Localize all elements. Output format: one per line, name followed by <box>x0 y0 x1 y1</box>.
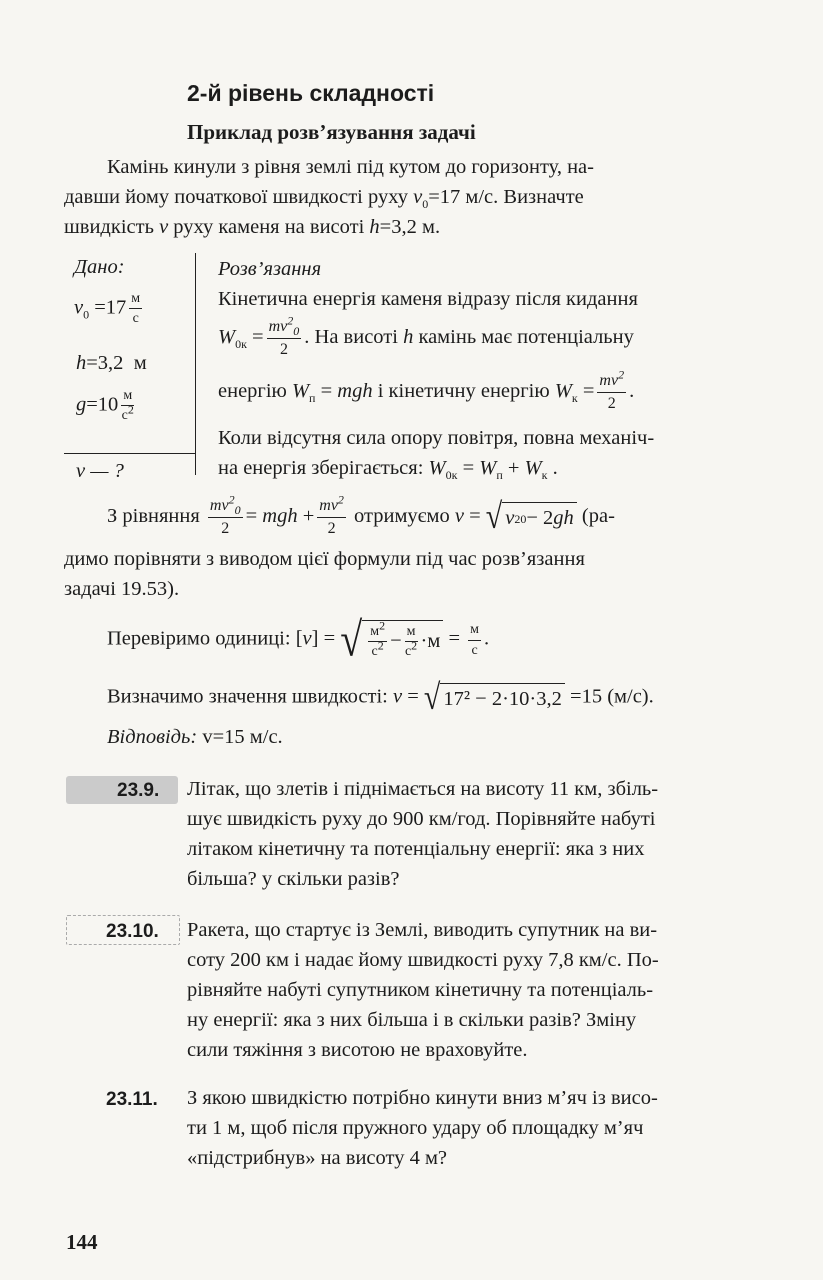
given-h: h=3,2 м <box>76 352 147 374</box>
problem-line-3: швидкість v руху каменя на висоті h=3,2 м. <box>64 216 441 238</box>
problem-line-2: давши йому початкової швидкості руху $v_0=17$ м/с. Визначте <box>64 186 584 212</box>
given-find: v — ? <box>76 460 124 482</box>
task-23-9-number: 23.9. <box>117 780 160 801</box>
calc-line: Визначимо значення швидкості: v = √ 17² − 2·10·3,2 =15 (м/с). <box>107 677 654 718</box>
given-block <box>64 253 196 483</box>
task-23-10-number: 23.10. <box>106 921 159 942</box>
solution-line-1: Кінетична енергія каменя відразу після кидання <box>218 288 638 310</box>
solution-line-2: $W_{0к}$ = $\frac{mv^2_0}{2}$ . На висоті h камінь має потенціальну <box>218 313 634 358</box>
task-23-10-line: ну енергії: яка з них більша і в скільки разів? Зміну <box>187 1009 637 1031</box>
units-check: Перевіримо одиниці: [v] = √ $\frac{м^2}{с^2}$ − $\frac{м}{с^2}$ ·м = $\frac{м}{с}$ . <box>107 612 490 667</box>
given-divider <box>64 453 196 454</box>
task-23-10-line: соту 200 км і надає йому швидкості руху 7,8 км/с. По- <box>187 949 659 971</box>
derivation-line-2: димо порівняти з виводом цієї формули під час розв’язання <box>64 548 585 570</box>
task-23-11-number: 23.11. <box>106 1089 158 1110</box>
derivation-line-1: З рівняння $\frac{mv^2_0}{2}$ = mgh + $\frac{mv^2}{2}$ отримуємо v = √ v 2 0 − 2 gh (ра- <box>107 492 615 537</box>
task-23-11-line: ти 1 м, щоб після пружного удару об площадку м’яч <box>187 1117 644 1139</box>
solution-line-3: енергію $W_п$ = mgh і кінетичну енергію $W_к$ = $\frac{mv^2}{2}$ . <box>218 367 635 412</box>
solution-label: Розв’язання <box>218 258 322 280</box>
solution-line-5: на енергія зберігається: $W_{0к} = W_п + W_к$ . <box>218 457 558 483</box>
task-23-10-line: Ракета, що стартує із Землі, виводить супутник на ви- <box>187 919 658 941</box>
example-title: Приклад розв’язування задачі <box>187 120 476 144</box>
solution-line-4: Коли відсутня сила опору повітря, повна механіч- <box>218 427 655 449</box>
task-23-10-line: рівняйте набуті супутником кінетичну та потенціаль- <box>187 979 654 1001</box>
task-23-9-line: шує швидкість руху до 900 км/год. Порівняйте набуті <box>187 808 656 830</box>
answer-line: Відповідь: v=15 м/с. <box>107 726 283 748</box>
derivation-line-3: задачі 19.53). <box>64 578 180 600</box>
given-vertical-rule <box>195 253 196 475</box>
section-level-title: 2-й рівень складності <box>187 80 435 106</box>
page-number: 144 <box>66 1230 98 1254</box>
given-label: Дано: <box>74 256 125 278</box>
given-g: g=10 $\frac{м}{с^2}$ <box>76 388 134 424</box>
task-23-11-line: З якою швидкістю потрібно кинути вниз м’яч із висо- <box>187 1087 658 1109</box>
given-v0: $v_0 =17$ $\frac{м}{с}$ <box>74 291 141 327</box>
task-23-10-line: сили тяжіння з висотою не враховуйте. <box>187 1039 528 1061</box>
task-23-9-line: більша? у скільки разів? <box>187 868 400 890</box>
task-23-9-line: літаком кінетичну та потенціальну енергії: яка з них <box>187 838 645 860</box>
task-23-9-line: Літак, що злетів і піднімається на висоту 11 км, збіль- <box>187 778 659 800</box>
task-23-11-line: «підстрибнув» на висоту 4 м? <box>187 1147 448 1169</box>
problem-line-1: Камінь кинули з рівня землі під кутом до горизонту, на- <box>107 156 594 178</box>
